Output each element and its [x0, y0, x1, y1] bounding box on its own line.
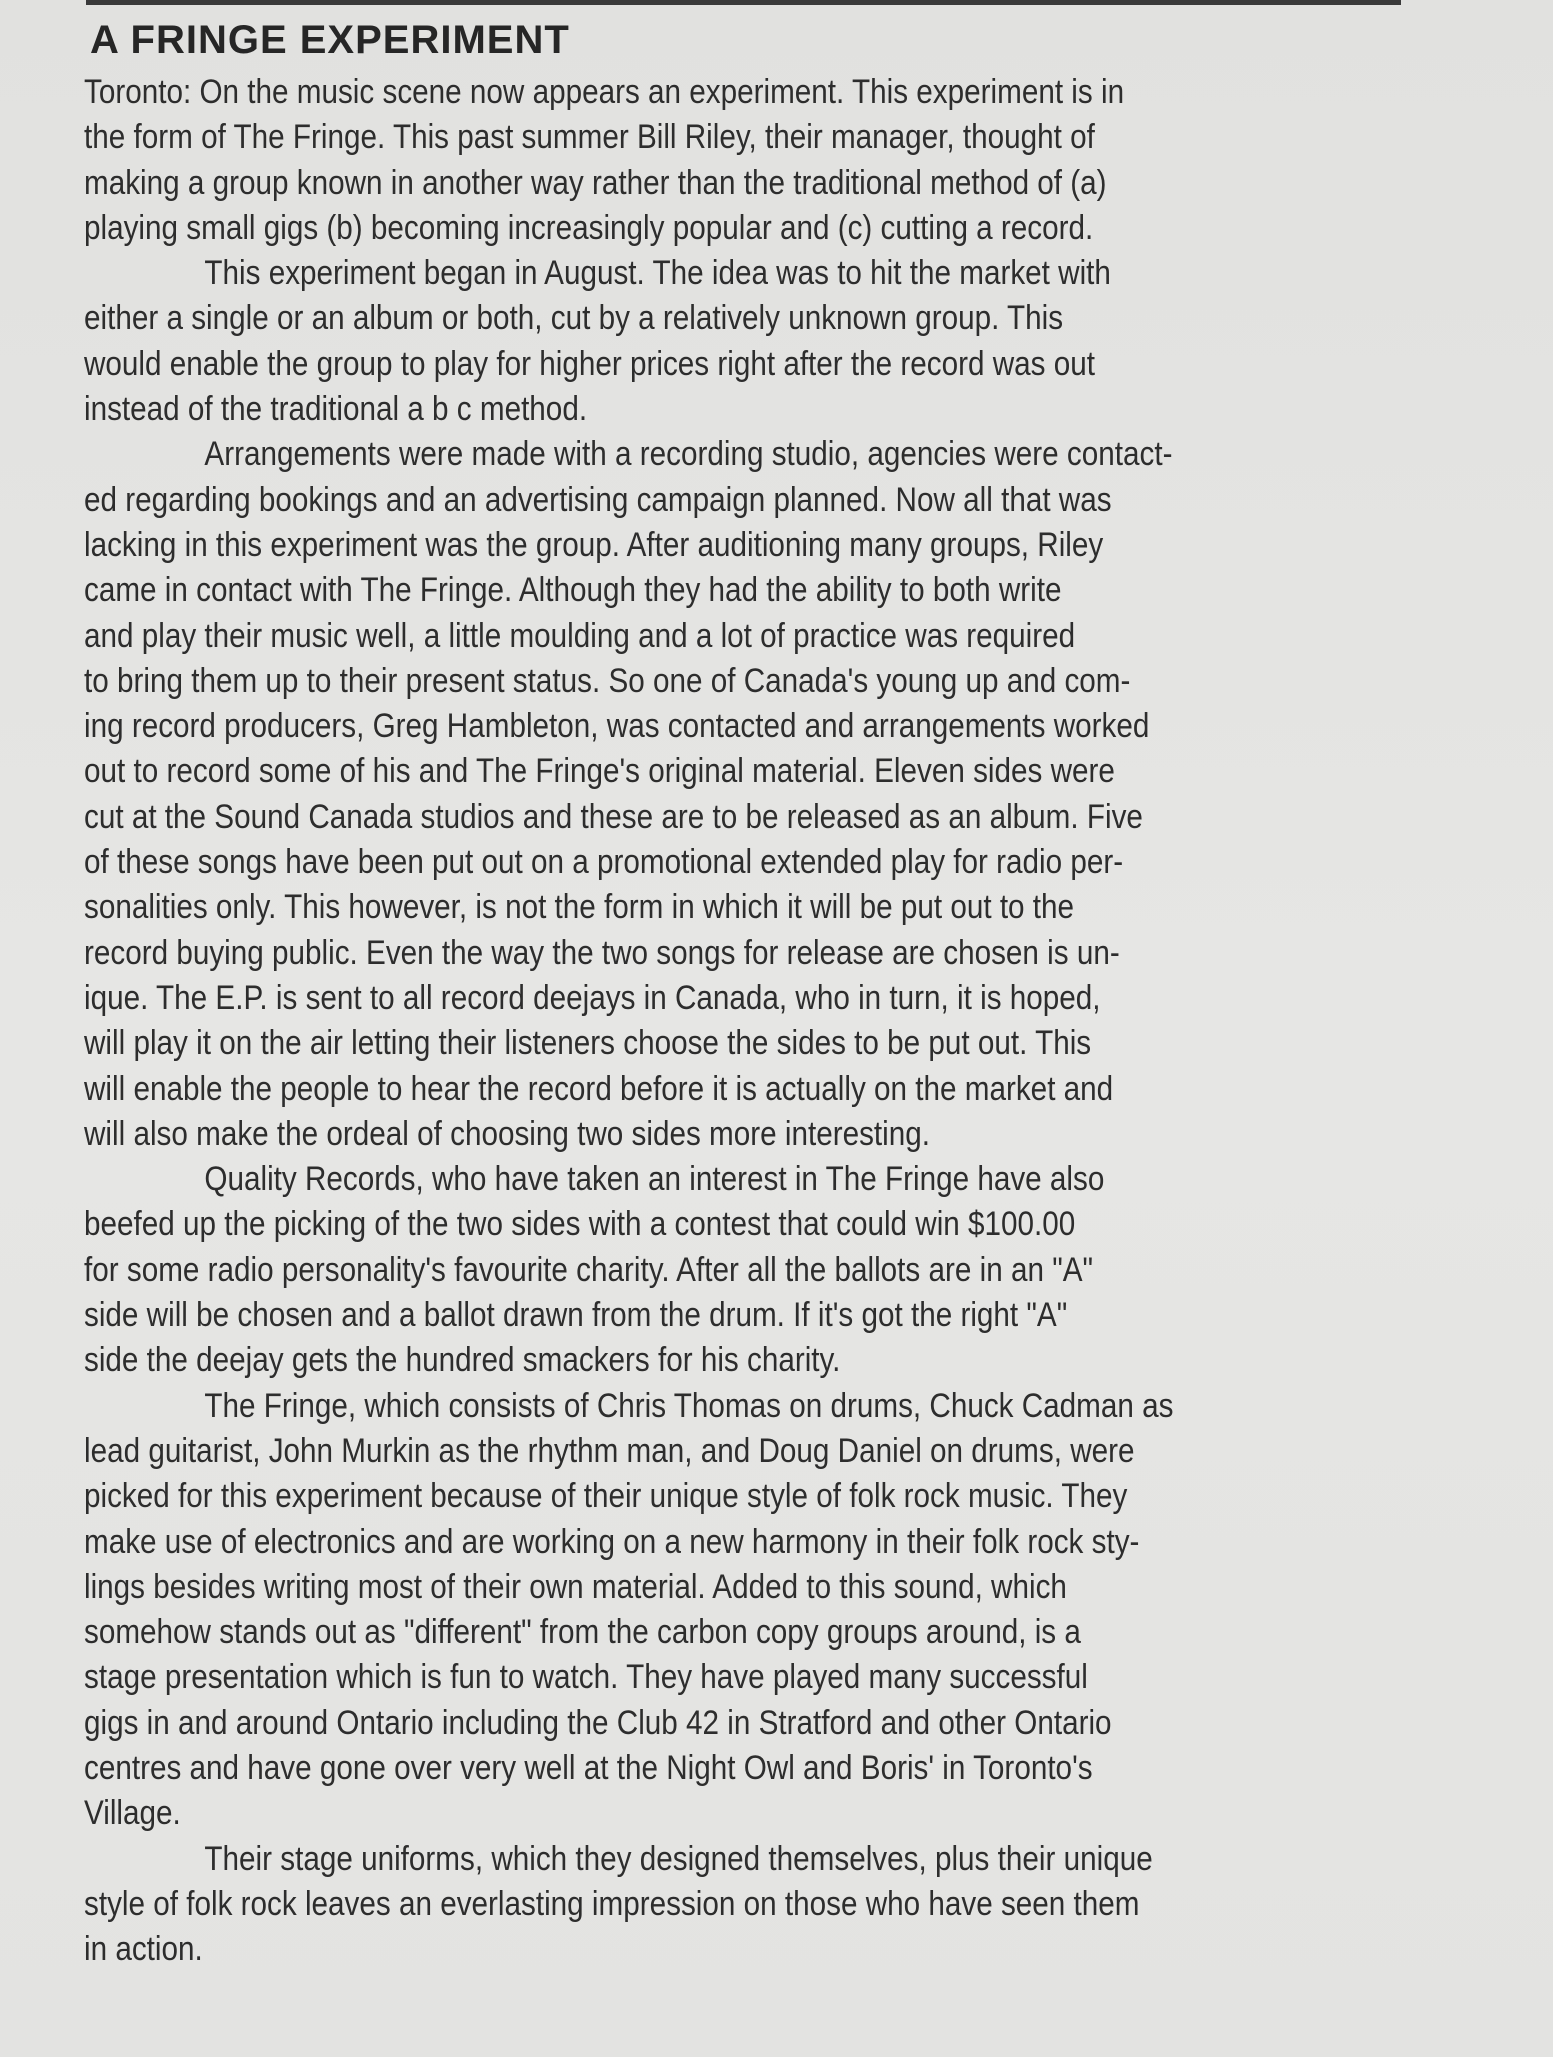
article-line: picked for this experiment because of their unique style of folk rock music. They [84, 1477, 1128, 1516]
article-headline: A FRINGE EXPERIMENT [90, 18, 570, 62]
article-line: beefed up the picking of the two sides with a contest that could win $100.00 [84, 1205, 1076, 1244]
article-line: The Fringe, which consists of Chris Thomas on drums, Chuck Cadman as [204, 1386, 1174, 1425]
article-line: playing small gigs (b) becoming increasingly popular and (c) cutting a record. [84, 208, 1094, 247]
article-line: Quality Records, who have taken an interest in The Fringe have also [204, 1160, 1105, 1199]
article-line: in action. [84, 1930, 203, 1969]
article-line: lings besides writing most of their own material. Added to this sound, which [84, 1567, 1067, 1606]
top-rule [86, 0, 1401, 5]
article-line: will also make the ordeal of choosing two sides more interesting. [84, 1114, 931, 1153]
article-line: Arrangements were made with a recording studio, agencies were contact- [204, 435, 1173, 474]
article-line: Toronto: On the music scene now appears an experiment. This experiment is in [84, 73, 1125, 111]
article-line: side will be chosen and a ballot drawn from the drum. If it's got the right "A" [84, 1296, 1068, 1335]
article-line: either a single or an album or both, cut by a relatively unknown group. This [84, 299, 1064, 338]
article-line: This experiment began in August. The idea was to hit the market with [204, 254, 1111, 293]
article-line: centres and have gone over very well at the Night Owl and Boris' in Toronto's [84, 1748, 1093, 1787]
article-line: out to record some of his and The Fringe's original material. Eleven sides were [84, 752, 1115, 791]
article-line: for some radio personality's favourite charity. After all the ballots are in an "A" [84, 1250, 1094, 1289]
article-line: Their stage uniforms, which they designed themselves, plus their unique [204, 1839, 1153, 1878]
article-line: sonalities only. This however, is not the form in which it will be put out to the [84, 888, 1075, 927]
article-line: ed regarding bookings and an advertising campaign planned. Now all that was [84, 480, 1112, 519]
article-line: of these songs have been put out on a promotional extended play for radio per- [84, 843, 1124, 882]
article-line: came in contact with The Fringe. Although they had the ability to both write [84, 571, 1062, 610]
article-line: lead guitarist, John Murkin as the rhythm man, and Doug Daniel on drums, were [84, 1431, 1135, 1470]
article-line: to bring them up to their present status. So one of Canada's young up and com- [84, 661, 1131, 700]
article-line: instead of the traditional a b c method. [84, 390, 588, 429]
article-line: ing record producers, Greg Hambleton, was contacted and arrangements worked [84, 707, 1150, 746]
article-line: record buying public. Even the way the two songs for release are chosen is un- [84, 933, 1120, 972]
article-line: make use of electronics and are working on a new harmony in their folk rock sty- [84, 1522, 1140, 1561]
article-line: and play their music well, a little moulding and a lot of practice was required [84, 616, 1076, 655]
article-line: lacking in this experiment was the group. After auditioning many groups, Riley [84, 525, 1104, 564]
article-line: stage presentation which is fun to watch. They have played many successful [84, 1658, 1088, 1697]
article-line: ique. The E.P. is sent to all record deejays in Canada, who in turn, it is hoped, [84, 978, 1101, 1017]
article-line: would enable the group to play for higher prices right after the record was out [84, 344, 1096, 383]
article-line: cut at the Sound Canada studios and these are to be released as an album. Five [84, 797, 1143, 836]
article-line: Village. [84, 1794, 181, 1833]
article-body [84, 70, 1424, 1972]
article-line: somehow stands out as "different" from the carbon copy groups around, is a [84, 1613, 1081, 1652]
article-line: style of folk rock leaves an everlasting impression on those who have seen them [84, 1884, 1140, 1923]
article-line: gigs in and around Ontario including the Club 42 in Stratford and other Ontario [84, 1703, 1112, 1742]
article-line: making a group known in another way rather than the traditional method of (a) [84, 163, 1107, 202]
article-line: side the deejay gets the hundred smackers for his charity. [84, 1341, 841, 1380]
article-line: will play it on the air letting their listeners choose the sides to be put out. This [84, 1024, 1092, 1063]
article-line: the form of The Fringe. This past summer Bill Riley, their manager, thought of [84, 118, 1095, 157]
article-line: will enable the people to hear the record before it is actually on the market and [84, 1069, 1114, 1108]
